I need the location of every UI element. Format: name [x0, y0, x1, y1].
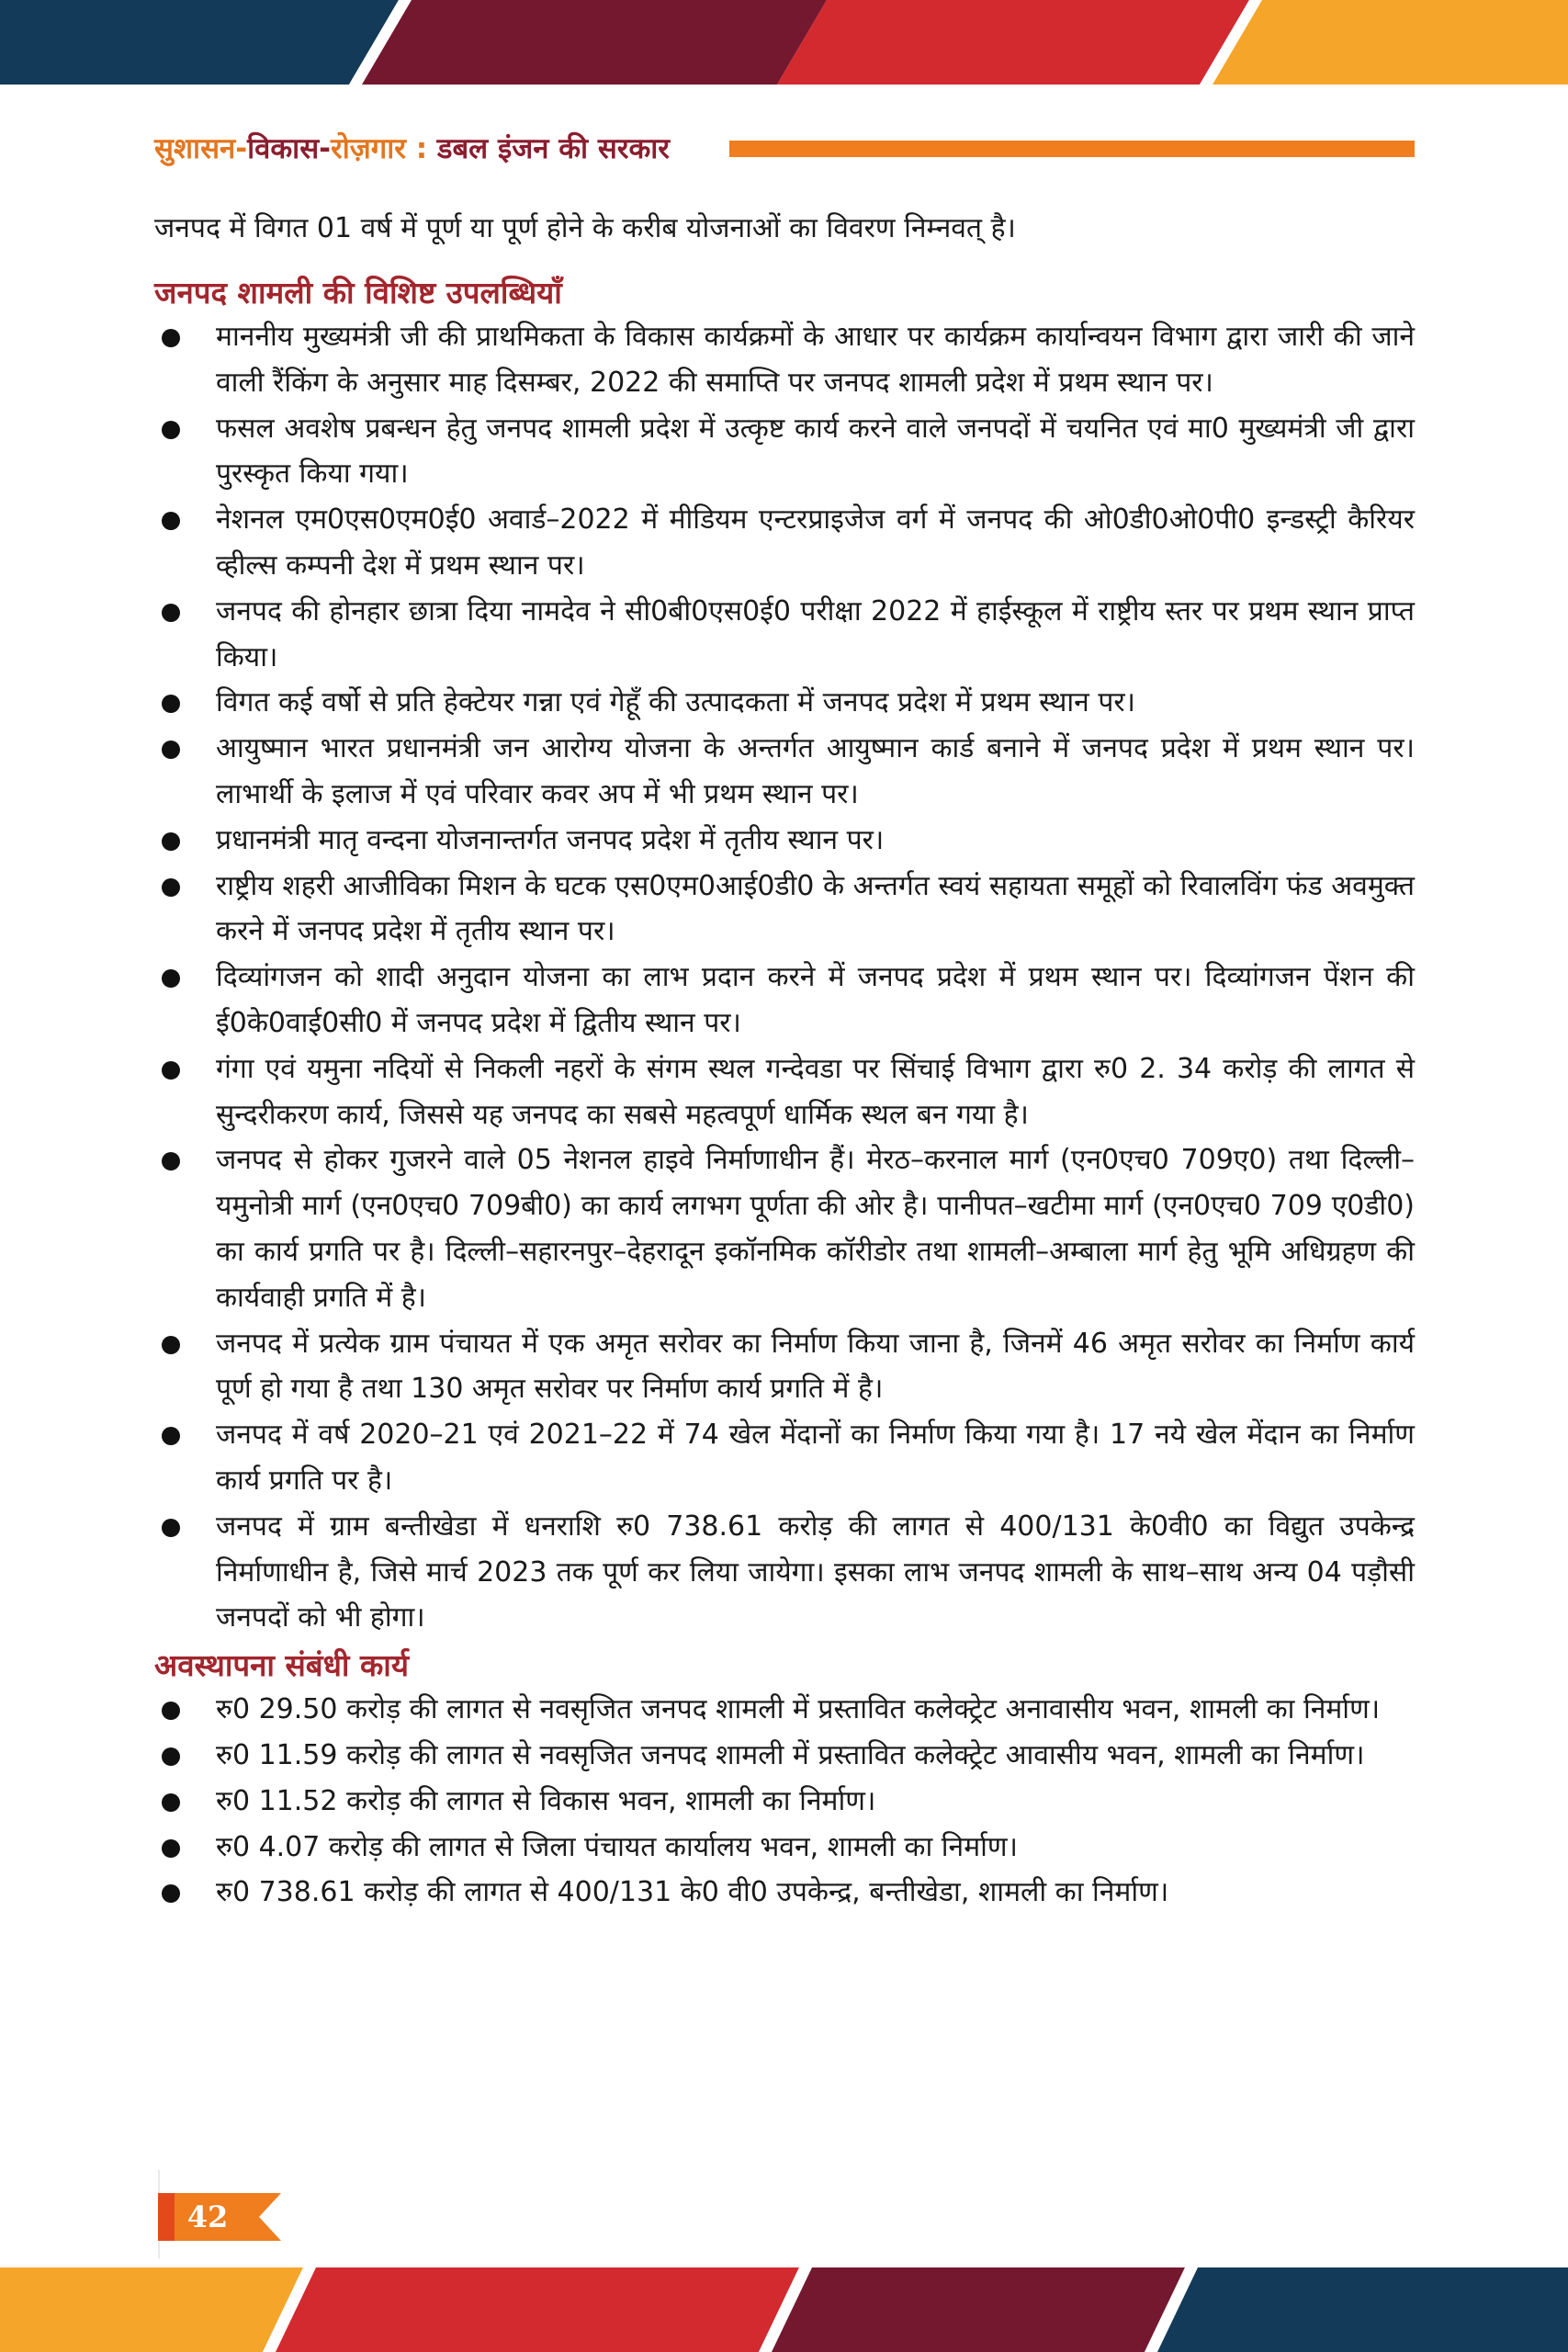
list-item: आयुष्मान भारत प्रधानमंत्री जन आरोग्य योजना के अन्तर्गत आयुष्मान कार्ड बनाने में जनपद प्रदेश में प्रथम स्थान पर। लाभार्थी के इलाज में एवं परिवार कवर अप में भी प्रथम स्थान पर। — [154, 726, 1415, 818]
list-item: रु0 738.61 करोड़ की लागत से 400/131 के0 वी0 उपकेन्द्र, बन्तीखेडा, शामली का निर्माण। — [154, 1870, 1415, 1916]
header-title-part: रोज़गार : — [331, 132, 437, 165]
list-item: रु0 11.59 करोड़ की लागत से नवसृजित जनपद शामली में प्रस्तावित कलेक्ट्रेट आवासीय भवन, शामली का निर्माण। — [154, 1733, 1415, 1779]
header-title-part: सुशासन- — [154, 132, 248, 165]
header-rule — [729, 141, 1415, 157]
section-heading-achievements: जनपद शामली की विशिष्ट उपलब्धियाँ — [154, 275, 562, 311]
achievements-list — [154, 314, 1415, 1641]
page-number-tab — [158, 2193, 287, 2241]
list-item: गंगा एवं यमुना नदियों से निकली नहरों के संगम स्थल गन्देवडा पर सिंचाई विभाग द्वारा रु0 2. 34 करोड़ की लागत से सुन्दरीकरण कार्य, जिससे यह जनपद का सबसे महत्वपूर्ण धार्मिक स्थल बन गया है। — [154, 1046, 1415, 1138]
list-item: जनपद से होकर गुजरने वाले 05 नेशनल हाइवे निर्माणाधीन हैं। मेरठ–करनाल मार्ग (एन0एच0 709ए0) तथा दिल्ली–यमुनोत्री मार्ग (एन0एच0 709बी0) का कार्य लगभग पूर्णता की ओर है। पानीपत–खटीमा मार्ग (एन0एच0 709 ए0डी0) का कार्य प्रगति पर है। दिल्ली–सहारनपुर–देहरादून इकॉनमिक कॉरीडोर तथा शामली–अम्बाला मार्ग हेतु भूमि अधिग्रहण की कार्यवाही प्रगति में है। — [154, 1137, 1415, 1320]
list-item: फसल अवशेष प्रबन्धन हेतु जनपद शामली प्रदेश में उत्कृष्ट कार्य करने वाले जनपदों में चयनित एवं मा0 मुख्यमंत्री जी द्वारा पुरस्कृत किया गया। — [154, 406, 1415, 498]
list-item: माननीय मुख्यमंत्री जी की प्राथमिकता के विकास कार्यक्रमों के आधार पर कार्यक्रम कार्यान्वयन विभाग द्वारा जारी की जाने वाली रैंकिंग के अनुसार माह दिसम्बर, 2022 की समाप्ति पर जनपद शामली प्रदेश में प्रथम स्थान पर। — [154, 314, 1415, 406]
list-item: विगत कई वर्षो से प्रति हेक्टेयर गन्ना एवं गेहूँ की उत्पादकता में जनपद प्रदेश में प्रथम स्थान पर। — [154, 680, 1415, 726]
page-number: 42 — [186, 2199, 229, 2234]
bottom-decorative-band — [0, 2267, 1568, 2352]
header-title — [154, 130, 670, 167]
page-content — [154, 206, 1415, 1916]
list-item: राष्ट्रीय शहरी आजीविका मिशन के घटक एस0एम0आई0डी0 के अन्तर्गत स्वयं सहायता समूहों को रिवालविंग फंड अवमुक्त करने में जनपद प्रदेश में तृतीय स्थान पर। — [154, 864, 1415, 956]
intro-paragraph: जनपद में विगत 01 वर्ष में पूर्ण या पूर्ण होने के करीब योजनाओं का विवरण निम्नवत् है। — [154, 212, 1016, 244]
list-item: रु0 29.50 करोड़ की लागत से नवसृजित जनपद शामली में प्रस्तावित कलेक्ट्रेट अनावासीय भवन, शामली का निर्माण। — [154, 1687, 1415, 1733]
list-item: जनपद में वर्ष 2020–21 एवं 2021–22 में 74 खेल मेंदानों का निर्माण किया गया है। 17 नये खेल मेंदान का निर्माण कार्य प्रगति पर है। — [154, 1412, 1415, 1504]
list-item: नेशनल एम0एस0एम0ई0 अवार्ड–2022 में मीडियम एन्टरप्राइजेज वर्ग में जनपद की ओ0डी0ओ0पी0 इन्डस्ट्री कैरियर व्हील्स कम्पनी देश में प्रथम स्थान पर। — [154, 497, 1415, 589]
list-item: प्रधानमंत्री मातृ वन्दना योजनान्तर्गत जनपद प्रदेश में तृतीय स्थान पर। — [154, 818, 1415, 864]
infrastructure-list — [154, 1687, 1415, 1916]
list-item: जनपद में ग्राम बन्तीखेडा में धनराशि रु0 738.61 करोड़ की लागत से 400/131 के0वी0 का विद्युत उपकेन्द्र निर्माणाधीन है, जिसे मार्च 2023 तक पूर्ण कर लिया जायेगा। इसका लाभ जनपद शामली के साथ–साथ अन्य 04 पड़ौसी जनपदों को भी होगा। — [154, 1504, 1415, 1641]
section-heading-infrastructure: अवस्थापना संबंधी कार्य — [154, 1647, 409, 1684]
list-item: रु0 11.52 करोड़ की लागत से विकास भवन, शामली का निर्माण। — [154, 1779, 1415, 1825]
header-title-part: विकास- — [247, 132, 332, 165]
list-item: दिव्यांगजन को शादी अनुदान योजना का लाभ प्रदान करने में जनपद प्रदेश में प्रथम स्थान पर। दिव्यांगजन पेंशन की ई0के0वाई0सी0 में जनपद प्रदेश में द्वितीय स्थान पर। — [154, 955, 1415, 1046]
list-item: रु0 4.07 करोड़ की लागत से जिला पंचायत कार्यालय भवन, शामली का निर्माण। — [154, 1825, 1415, 1871]
header-title-part: डबल इंजन की सरकार — [436, 132, 670, 165]
top-decorative-band — [0, 0, 1568, 85]
list-item: जनपद की होनहार छात्रा दिया नामदेव ने सी0बी0एस0ई0 परीक्षा 2022 में हाईस्कूल में राष्ट्रीय स्तर पर प्रथम स्थान प्राप्त किया। — [154, 589, 1415, 681]
running-header — [154, 130, 1415, 167]
list-item: जनपद में प्रत्येक ग्राम पंचायत में एक अमृत सरोवर का निर्माण किया जाना है, जिनमें 46 अमृत सरोवर का निर्माण कार्य पूर्ण हो गया है तथा 130 अमृत सरोवर पर निर्माण कार्य प्रगति में है। — [154, 1321, 1415, 1413]
